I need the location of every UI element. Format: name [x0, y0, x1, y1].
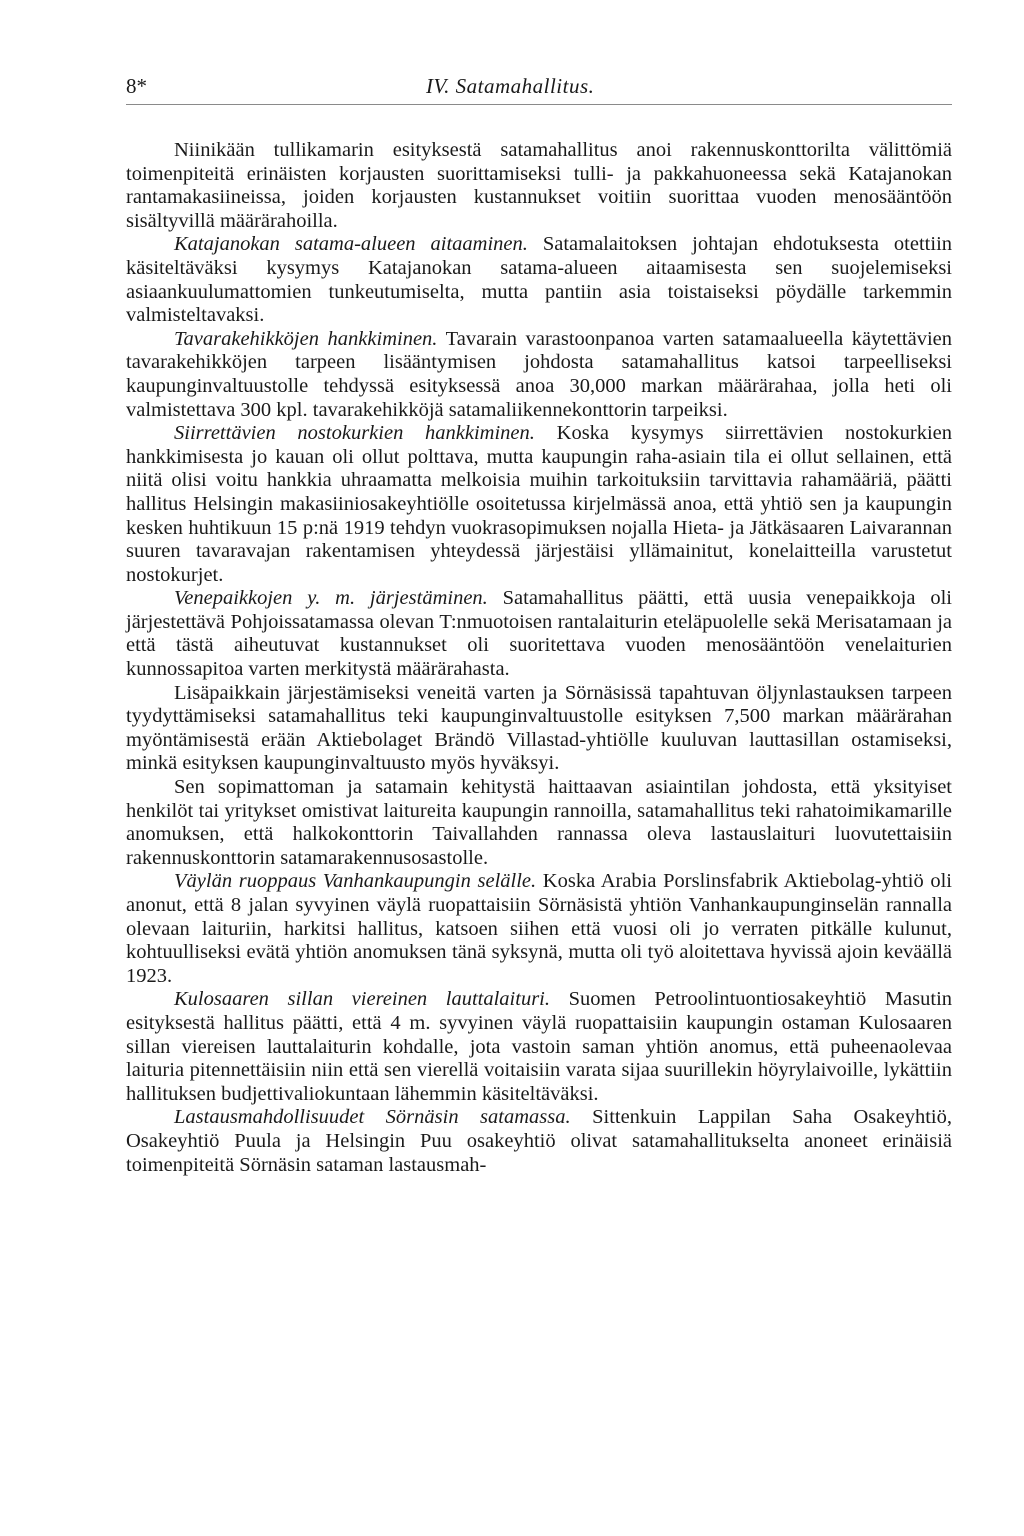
paragraph	[126, 328, 952, 422]
paragraph	[126, 139, 952, 233]
paragraph	[126, 870, 952, 988]
page-number: 8*	[126, 74, 147, 98]
paragraph-heading: Tavarakehikköjen hankkiminen.	[174, 327, 438, 350]
paragraph	[126, 422, 952, 587]
paragraph	[126, 988, 952, 1106]
paragraph-heading: Väylän ruoppaus Vanhankaupungin selälle.	[174, 870, 537, 893]
paragraph-heading: Venepaikkojen y. m. järjestäminen.	[174, 587, 488, 610]
paragraph-text: Suomen Petroolintuontiosakeyhtiö Masutin esityksestä hallitus päätti, että 4 m. syvyinen väylä ruopattaisiin kaupungin ostaman Kulosaaren sillan viereisen lauttalaiturin kohdalle, jota vastoin saman yhtiön anomus, että puheenaolevaa laituria pitennettäisiin niin että sen vierellä voitaisiin varata sijaa suurillekin höyrylaivoille, lykättiin hallituksen budjettivaliokuntaan lähemmin käsiteltäväksi.	[126, 988, 953, 1105]
paragraph-text: Sen sopimattoman ja satamain kehitystä haittaavan asiaintilan johdosta, että yksityiset henkilöt tai yritykset omistivat laitureita kaupungin rannoilla, satamahallitus teki rahatoimikamarille anomuksen, että halkokonttorin Taivallahden rannassa oleva lastauslaituri luovutettaisiin rakennuskonttorin satamarakennusosastolle.	[126, 776, 952, 869]
paragraph-heading: Kulosaaren sillan viereinen lauttalaituri.	[174, 988, 550, 1011]
running-header	[126, 70, 952, 105]
paragraph-text: Satamalaitoksen johtajan ehdotuksesta otettiin käsiteltäväksi kysymys Katajanokan satama-alueen aitaamisesta sen suojelemiseksi asiaankuulumattomien tunkeutumiselta, mutta pantiin asia toistaiseksi pöydälle tarkemmin valmisteltavaksi.	[126, 233, 953, 327]
body-text	[126, 139, 952, 1177]
paragraph-heading: Siirrettävien nostokurkien hankkiminen.	[174, 422, 535, 445]
running-title: IV. Satamahallitus.	[426, 74, 595, 98]
paragraph	[126, 587, 952, 681]
paragraph-text: Koska Arabia Porslinsfabrik Aktiebolag-yhtiö oli anonut, että 8 jalan syvyinen väylä ruopattaisiin Sörnäsistä yhtiön Vanhankaupunginselän rannalla olevaan laituriin, harkitsi hallitus, katsoen siihen että vuosi oli jo verraten pitkälle kulunut, kohtuulliseksi evätä yhtiön anomuksen tänä syksynä, mutta oli työ aloitettava hyvissä ajoin keväällä 1923.	[126, 870, 952, 987]
document-page	[126, 70, 952, 1470]
paragraph-heading: Katajanokan satama-alueen aitaaminen.	[174, 233, 528, 256]
paragraph-text: Niinikään tullikamarin esityksestä satamahallitus anoi rakennuskonttorilta välittömiä toimenpiteitä erinäisten korjausten suorittamiseksi tulli- ja pakkahuoneessa sekä Katajanokan rantamakasiineissa, joiden korjausten kustannukset voitiin suorittaa vuoden menosääntöön sisältyvillä määrärahoilla.	[126, 139, 952, 232]
paragraph-text: Tavarain varastoonpanoa varten satamaalueella käytettävien tavarakehikköjen tarpeen lisääntymisen johdosta satamahallitus katsoi tarpeelliseksi kaupunginvaltuustolle tehdyssä esityksessä anoa 30,000 markan määrärahaa, jolla heti oli valmistettava 300 kpl. tavarakehikköjä satamaliikennekonttorin tarpeiksi.	[126, 327, 952, 421]
paragraph-text: Koska kysymys siirrettävien nostokurkien hankkimisesta jo kauan oli ollut polttava, mutta kaupungin raha-asiain tila ei ollut sellainen, että niitä olisi voitu hankkia uhraamatta melkoisia muihin tarkoituksiin tarvittavia rahamääriä, päätti hallitus Helsingin makasiiniosakeyhtiölle osoitetussa kirjelmässä anoa, että yhtiö sen ja kaupungin kesken huhtikuun 15 p:nä 1919 tehdyn vuokrasopimuksen nojalla Hieta- ja Jätkäsaaren Laivarannan suuren tavaravajan rakentamisen yhteydessä järjestäisi yllämainitut, konelaitteilla varustetut nostokurjet.	[126, 422, 953, 586]
paragraph	[126, 776, 952, 870]
paragraph-heading: Lastausmahdollisuudet Sörnäsin satamassa.	[174, 1106, 571, 1129]
paragraph	[126, 682, 952, 776]
paragraph	[126, 1106, 952, 1177]
paragraph-text: Satamahallitus päätti, että uusia venepaikkoja oli järjestettävä Pohjoissatamassa olevan T:nmuotoisen rantalaiturin eteläpuolelle sekä Merisatamaan ja että tästä aiheutuvat kustannukset oli suoritettava vuoden menosääntöön venelaiturien kunnossapitoa varten merkitystä määrärahasta.	[126, 587, 952, 681]
paragraph-text: Sittenkuin Lappilan Saha Osakeyhtiö, Osakeyhtiö Puula ja Helsingin Puu osakeyhtiö olivat satamahallitukselta anoneet erinäisiä toimenpiteitä Sörnäsin sataman lastausmah-	[126, 1106, 952, 1176]
paragraph	[126, 233, 952, 327]
paragraph-text: Lisäpaikkain järjestämiseksi veneitä varten ja Sörnäsissä tapahtuvan öljynlastauksen tarpeen tyydyttämiseksi satamahallitus teki kaupunginvaltuustolle esityksen 7,500 markan määrärahan myöntämisestä erään Aktiebolaget Brändö Villastad-yhtiölle kuuluvan lauttasillan ostamiseksi, minkä esityksen kaupunginvaltuusto myös hyväksyi.	[126, 681, 952, 775]
